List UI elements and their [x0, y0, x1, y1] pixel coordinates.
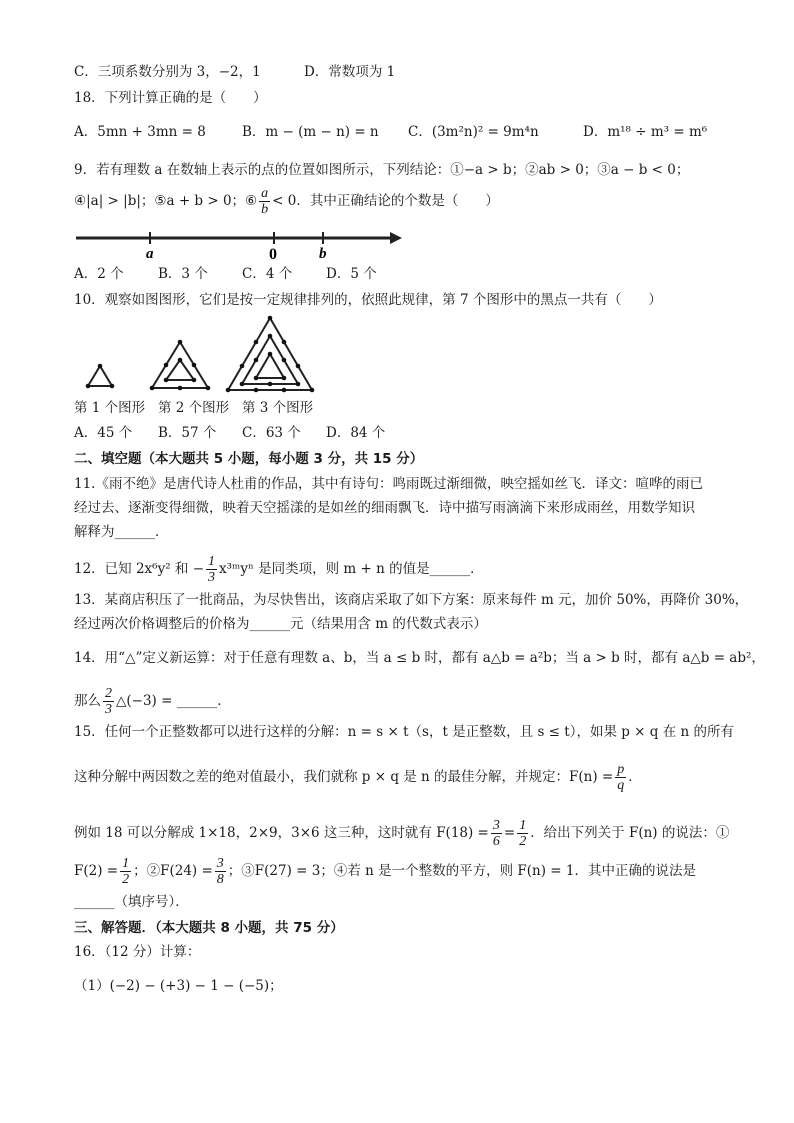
q18-option-a: A．5mn + 3mn = 8	[74, 124, 206, 140]
q15-frac-1-2	[517, 818, 528, 849]
q15-line3	[74, 818, 729, 849]
q10-options	[74, 423, 385, 443]
q14-fraction	[103, 686, 114, 717]
q9-frac-den: b	[261, 202, 269, 217]
q14-pre: 那么	[74, 693, 101, 709]
q9-frac-num: a	[261, 186, 269, 201]
q15-frac-f24-num: 3	[216, 856, 224, 871]
q16-part1: （1）(−2) − (+3) − 1 − (−5)；	[74, 978, 283, 994]
q15-line1: 15．任何一个正整数都可以进行这样的分解：n = s × t（s，t 是正整数，且 s ≤ t），如果 p × q 在 n 的所有	[74, 724, 734, 740]
triangle-pattern-figure	[74, 314, 334, 396]
q17-option-d: D．常数项为 1	[304, 64, 396, 80]
q17-option-c: C．三项系数分别为 3，−2，1	[74, 64, 261, 80]
q9-stem-part-b: < 0．其中正确结论的个数是（ ）	[272, 193, 499, 209]
q15-frac-f2-den: 2	[122, 872, 130, 887]
q15-line2	[74, 762, 642, 793]
q10-option-c: C．63 个	[242, 425, 301, 441]
q15-frac-f2	[120, 856, 131, 887]
q15-frac-1: 1	[519, 818, 527, 833]
figure-1	[86, 364, 115, 389]
q14-frac-den: 3	[105, 702, 112, 717]
figure-2	[150, 340, 211, 391]
q9-options	[74, 264, 377, 284]
q15-line4-mid: ；②F(24) =	[133, 863, 213, 879]
q9-stem-line1: 9．若有理数 a 在数轴上表示的点的位置如图所示，下列结论：①−a > b；②ab > 0；③a − b < 0；	[74, 162, 690, 178]
q11-line3: 解释为______．	[74, 524, 169, 540]
q15-line4-post: ；③F(27) = 3；④若 n 是一个整数的平方，则 F(n) = 1．其中正确的说法是	[227, 863, 696, 879]
q15-frac-3: 3	[492, 818, 500, 833]
q12-line	[74, 554, 484, 585]
q12-post: x³ᵐyⁿ 是同类项，则 m + n 的值是______．	[219, 561, 484, 577]
q12-pre: 12．已知 2x⁶y² 和 −	[74, 561, 205, 577]
q14-line1: 14．用“△”定义新运算：对于任意有理数 a、b，当 a ≤ b 时，都有 a△b = a²b；当 a > b 时，都有 a△b = ab²，	[74, 650, 765, 666]
q18-options	[74, 122, 707, 142]
q15-line3-post: ．给出下列关于 F(n) 的说法：①	[530, 825, 730, 841]
q15-line3-mid: =	[503, 825, 516, 841]
figure-label-1: 第 1 个图形	[74, 400, 146, 416]
q15-line5: ______（填序号）．	[74, 894, 189, 910]
q15-line3-pre: 例如 18 可以分解成 1×18，2×9，3×6 这三种，这时就有 F(18) =	[74, 825, 489, 841]
q18-stem: 18．下列计算正确的是（ ）	[74, 90, 267, 106]
q15-frac-3-6	[491, 818, 502, 849]
q15-frac-2: 2	[519, 834, 527, 849]
q16-stem: 16．（12 分）计算：	[74, 944, 201, 960]
q15-line2-post: ．	[628, 769, 642, 785]
q9-option-b: B．3 个	[158, 266, 208, 282]
q18-option-b: B．m − (m − n) = n	[242, 124, 379, 140]
q18-option-d: D．m¹⁸ ÷ m³ = m⁶	[583, 124, 708, 140]
q17-options-row	[74, 62, 395, 82]
q10-option-b: B．57 个	[158, 425, 217, 441]
q10-option-d: D．84 个	[326, 425, 386, 441]
q9-option-a: A．2 个	[74, 266, 124, 282]
q9-fraction	[259, 186, 270, 217]
q15-frac-pq	[615, 762, 626, 793]
q12-fraction	[206, 554, 217, 585]
q9-option-d: D．5 个	[326, 266, 377, 282]
q11-line2: 经过去、逐渐变得细微，映着天空摇漾的是如丝的细雨飘飞．诗中描写雨滴滴下来形成雨丝，用数学知识	[74, 500, 695, 516]
figure-3	[226, 316, 315, 393]
q15-frac-q: q	[617, 778, 625, 793]
q15-frac-f24	[215, 856, 226, 887]
q11-line1: 11.《雨不绝》是唐代诗人杜甫的作品，其中有诗句：鸣雨既过渐细微，映空摇如丝飞．译文：喧哗的雨已	[74, 476, 703, 492]
q9-option-c: C．4 个	[242, 266, 293, 282]
q15-frac-6: 6	[492, 834, 500, 849]
q13-line1: 13．某商店积压了一批商品，为尽快售出，该商店采取了如下方案：原来每件 m 元，加价 50%，再降价 30%，	[74, 592, 749, 608]
q9-stem-line2	[74, 186, 499, 217]
number-line-arrow	[390, 232, 402, 244]
q14-post: △(−3) = ______．	[116, 693, 231, 709]
q10-figure-labels	[74, 398, 313, 418]
q15-frac-f2-num: 1	[122, 856, 130, 871]
q18-option-c: C．(3m²n)² = 9m⁴n	[408, 124, 539, 140]
q10-stem: 10．观察如图图形，它们是按一定规律排列的，依照此规律，第 7 个图形中的黑点一共有（ ）	[74, 292, 662, 308]
label-b: b	[319, 246, 327, 262]
q12-frac-den: 3	[208, 570, 216, 585]
q15-line2-pre: 这种分解中两因数之差的绝对值最小，我们就称 p × q 是 n 的最佳分解，并规定：F(n) =	[74, 769, 614, 785]
q15-frac-p: p	[617, 762, 625, 777]
q10-option-a: A．45 个	[74, 425, 133, 441]
q15-line4	[74, 856, 696, 887]
q15-line4-pre: F(2) =	[74, 863, 119, 879]
figure-label-2: 第 2 个图形	[158, 400, 230, 416]
figure-label-3: 第 3 个图形	[242, 400, 314, 416]
section-2-heading: 二、填空题（本大题共 5 小题，每小题 3 分，共 15 分）	[74, 451, 424, 467]
q14-frac-num: 2	[105, 686, 112, 701]
label-a: a	[146, 246, 154, 262]
q15-frac-f24-den: 8	[216, 872, 224, 887]
section-3-heading: 三、解答题．（本大题共 8 小题，共 75 分）	[74, 920, 344, 936]
q9-stem-part-a: ④|a| > |b|；⑤a + b > 0；⑥	[74, 193, 258, 209]
number-line-figure	[74, 222, 404, 262]
label-0: 0	[269, 246, 277, 262]
q12-frac-num: 1	[208, 554, 216, 569]
q13-line2: 经过两次价格调整后的价格为______元（结果用含 m 的代数式表示）	[74, 616, 487, 632]
q14-line2	[74, 686, 231, 717]
